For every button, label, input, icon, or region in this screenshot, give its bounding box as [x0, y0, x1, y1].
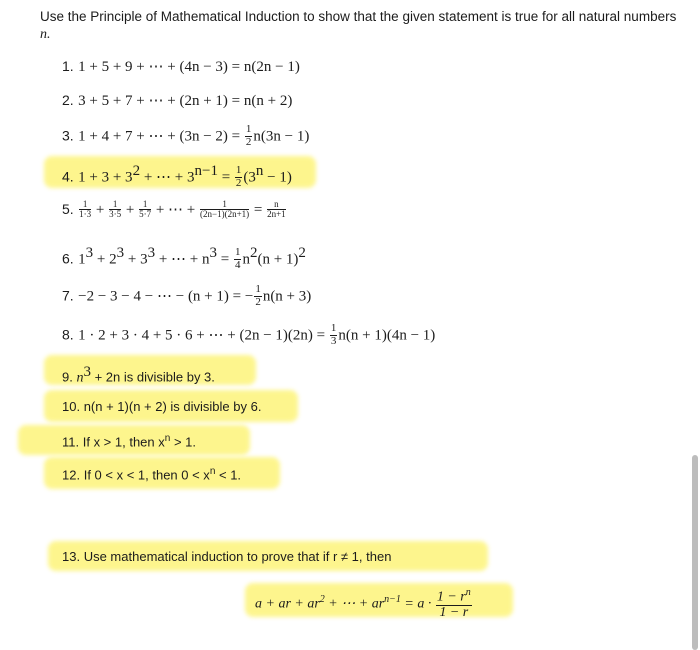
problem-number: 1. [62, 58, 74, 74]
problem-3 [62, 124, 309, 148]
fraction-denominator: 2 [235, 176, 242, 189]
term: (n + 1) [257, 251, 299, 268]
fraction-denominator: 2 [245, 135, 252, 148]
fraction-denominator: 2 [255, 295, 261, 308]
problem-1 [62, 57, 300, 76]
problem-number: 6. [62, 250, 74, 267]
problem-12 [62, 466, 241, 482]
problem-lhs: 1 + 4 + 7 + ⋯ + (3n − 2) = [78, 128, 244, 145]
fraction-numerator: 1 [109, 200, 121, 210]
variable: n [76, 370, 84, 386]
term: + 3 [124, 251, 148, 268]
problem-number: 9. [62, 369, 73, 385]
problem-dots: + ⋯ + [152, 202, 199, 219]
exponent: 2 [132, 163, 141, 179]
problem-number: 3. [62, 127, 74, 144]
problem-lhs: 1 · 2 + 3 · 4 + 5 · 6 + ⋯ + (2n − 1)(2n) = [78, 327, 329, 344]
problem-number: 10. [62, 399, 81, 414]
problem-statement: n(n + 1)(n + 2) is divisible by 6. [83, 399, 262, 414]
term: 1 [78, 251, 86, 268]
fraction-term-general [200, 200, 249, 220]
formula-middle: + ⋯ + ar [324, 596, 385, 612]
exponent: 2 [298, 245, 306, 261]
fraction-denominator: 2n+1 [267, 209, 286, 220]
exponent: 3 [147, 245, 156, 261]
fraction-denominator: 4 [234, 258, 241, 271]
fraction-numerator: 1 [235, 164, 242, 177]
problem-rhs: n(3n − 1) [253, 128, 310, 145]
term: + ⋯ + n [155, 251, 210, 268]
problem-statement: If 0 < x < 1, then 0 < x [83, 467, 210, 483]
exponent: 2 [319, 594, 325, 606]
fraction-term-2 [109, 200, 121, 220]
fraction-denominator: 3 [330, 334, 337, 347]
exponent: n [255, 163, 264, 179]
fraction-numerator: $1 - r^n$ [436, 587, 471, 605]
fraction [235, 165, 243, 189]
problem-number: 7. [62, 287, 74, 304]
fraction-numerator: n [267, 200, 286, 210]
fraction-denominator: 5·7 [139, 209, 152, 220]
exponent: 3 [83, 364, 91, 380]
instruction-text: Use the Principle of Mathematical Induction to show that the given statement is true for all natural numbers [40, 9, 677, 24]
problem-end: − 1) [263, 169, 292, 186]
term: n [242, 251, 250, 268]
fraction-result [267, 200, 286, 220]
problem-statement: 3 + 5 + 7 + ⋯ + (2n + 1) = n(n + 2) [78, 93, 293, 109]
fraction-denominator: (2n−1)(2n+1) [200, 209, 250, 220]
fraction-numerator: 1 [139, 200, 151, 210]
exponent: n−1 [194, 163, 218, 179]
problem-7 [62, 284, 311, 308]
problem-number: 12. [62, 467, 81, 483]
fraction-denominator: 1·3 [79, 209, 92, 220]
exponent: 3 [85, 245, 94, 261]
fraction [436, 588, 472, 621]
problem-statement: 1 + 5 + 9 + ⋯ + (4n − 3) = n(2n − 1) [78, 59, 300, 75]
geometric-series-formula [255, 588, 473, 621]
fraction-term-3 [139, 200, 151, 220]
problem-number: 8. [62, 326, 74, 343]
problem-statement: Use mathematical induction to prove that if r ≠ 1, then [83, 549, 392, 564]
equals: = [217, 169, 234, 186]
fraction-denominator: 3·5 [109, 209, 122, 220]
problem-rhs: n(n + 3) [262, 288, 312, 305]
fraction-term-1 [79, 200, 91, 220]
exponent: n [209, 466, 216, 477]
problem-9 [62, 364, 215, 386]
problem-13 [62, 549, 391, 564]
fraction-denominator: 1 − r [439, 605, 469, 621]
problem-statement: If x > 1, then x [82, 434, 165, 450]
problem-middle: + ⋯ + 3 [140, 169, 195, 186]
problem-number: 4. [62, 168, 74, 185]
exponent: 3 [209, 245, 217, 261]
problem-statement: + 2n is divisible by 3. [90, 369, 215, 385]
problem-number: 11. [62, 434, 80, 450]
exponent: n−1 [384, 594, 401, 606]
fraction-numerator: 1 [255, 283, 261, 295]
exponent: n [164, 433, 171, 444]
problem-rhs: (3 [243, 169, 256, 186]
problem-11 [62, 433, 196, 449]
problem-number: 5. [62, 201, 74, 218]
exponent: 2 [249, 245, 258, 261]
fraction [330, 323, 338, 347]
fraction [254, 284, 262, 308]
formula-equals: = a · [400, 596, 435, 612]
problem-8 [62, 323, 435, 347]
problem-statement-end: > 1. [170, 434, 196, 450]
fraction [234, 247, 242, 271]
instruction-variable: n. [40, 27, 51, 42]
problem-rhs: n(n + 1)(4n − 1) [338, 327, 436, 344]
term: + 2 [93, 251, 117, 268]
problem-4 [62, 163, 292, 189]
problem-10 [62, 399, 261, 414]
fraction-numerator: 1 [234, 246, 241, 259]
problem-2 [62, 91, 292, 110]
fraction-numerator: 1 [200, 200, 249, 210]
fraction-numerator: 1 [245, 123, 252, 135]
exponent: 3 [116, 245, 125, 261]
problem-6 [62, 245, 306, 271]
fraction-numerator: 1 [330, 322, 337, 334]
scrollbar[interactable] [692, 455, 698, 650]
problem-number: 2. [62, 92, 74, 108]
problem-lhs: 1 + 3 + 3 [78, 169, 133, 186]
fraction [245, 124, 253, 148]
fraction-numerator: 1 [79, 200, 91, 210]
problem-lhs: −2 − 3 − 4 − ⋯ − (n + 1) = − [78, 288, 254, 305]
equals: = [217, 251, 233, 268]
problem-5: 5. $\frac{1}{1\cdot 3}$ + $\frac{1}{3\cdot 5}$ + $\frac{1}{5\cdot 7}$ + ⋯ + $\frac{1}{(2n-1)(2n+1)}$ = $\frac{n}{2n+1}$ [62, 199, 286, 220]
formula-lhs: a + ar + ar [255, 596, 320, 612]
problem-statement-end: < 1. [215, 467, 242, 483]
problem-number: 13. [62, 549, 81, 564]
